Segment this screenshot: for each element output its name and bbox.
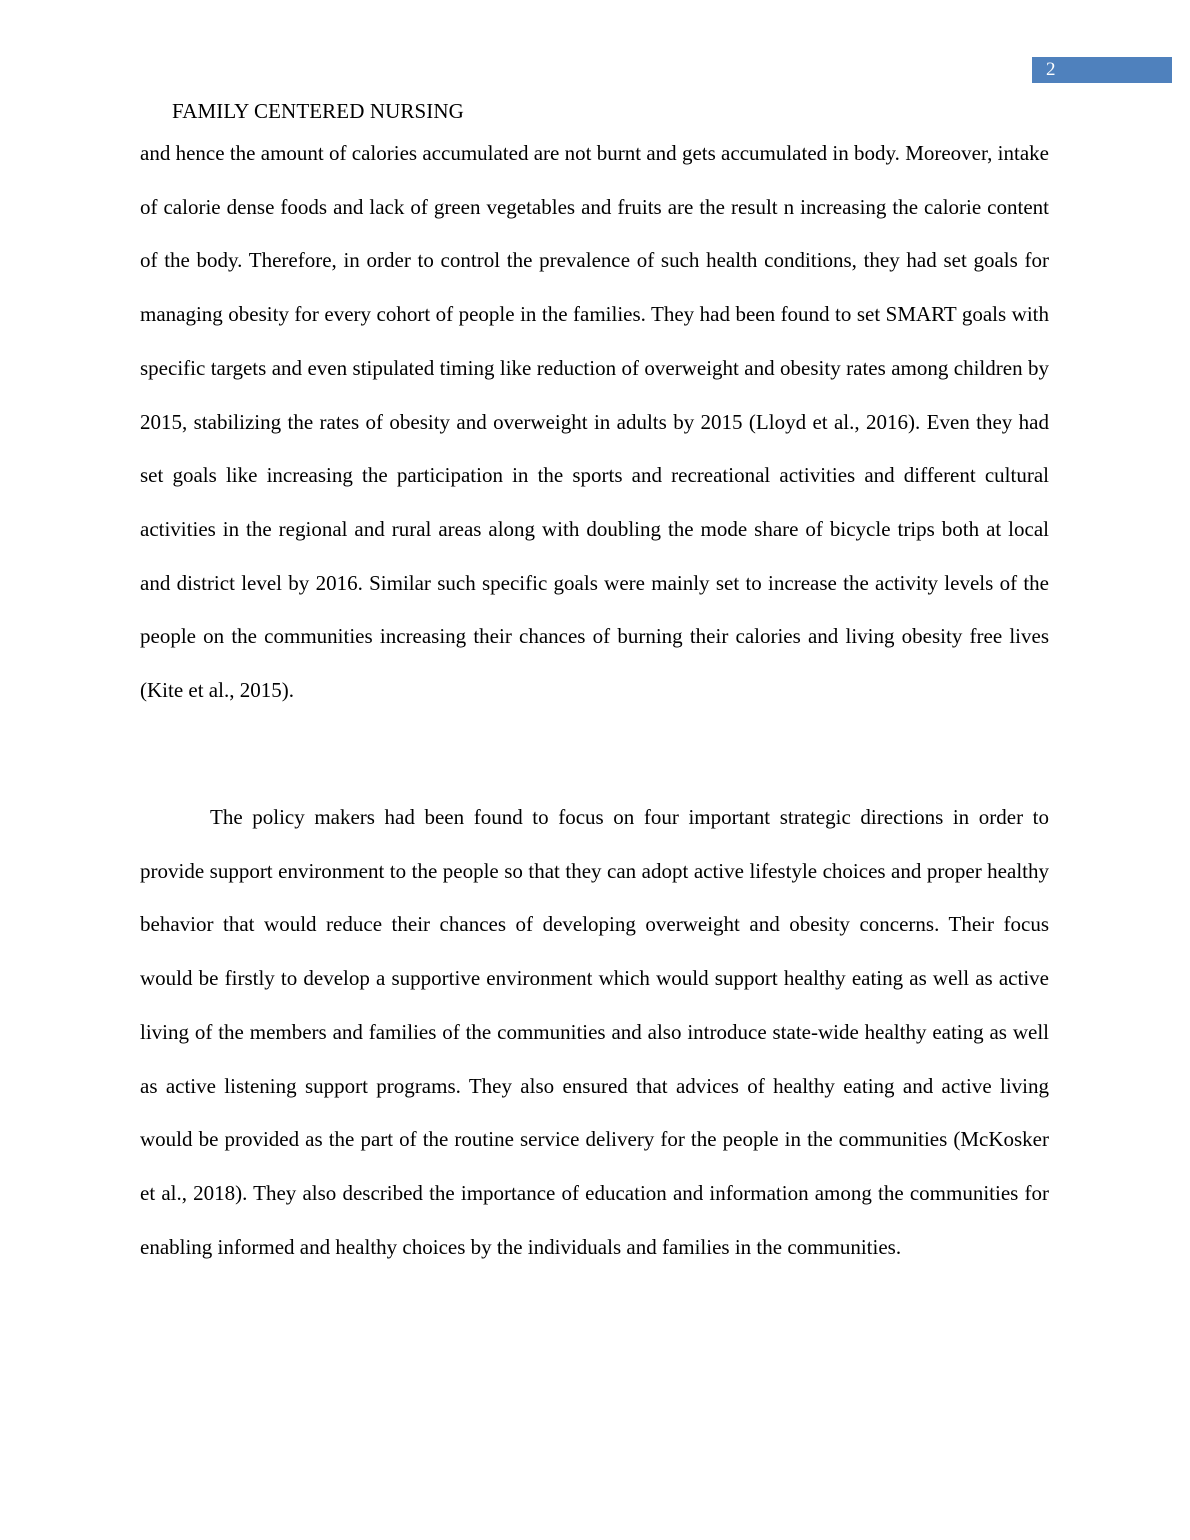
body-paragraph-1: and hence the amount of calories accumulated are not burnt and gets accumulated in body. Moreover, intake of calorie dense foods and lack of green vegetables and fruits are the result n increasing the calorie content of the body. Therefore, in order to control the prevalence of such health conditions, they had set goals for managing obesity for every cohort of people in the families. They had been found to set SMART goals with specific targets and even stipulated timing like reduction of overweight and obesity rates among children by 2015, stabilizing the rates of obesity and overweight in adults by 2015 (Lloyd et al., 2016). Even they had set goals like increasing the participation in the sports and recreational activities and different cultural activities in the regional and rural areas along with doubling the mode share of bicycle trips both at local and district level by 2016. Similar such specific goals were mainly set to increase the activity levels of the people on the communities increasing their chances of burning their calories and living obesity free lives (Kite et al., 2015). [140,141,1049,703]
body-paragraph-2: The policy makers had been found to focus on four important strategic directions in order to provide support environment to the people so that they can adopt active lifestyle choices and proper healthy behavior that would reduce their chances of developing overweight and obesity concerns. Their focus would be firstly to develop a supportive environment which would support healthy eating as well as active living of the members and families of the communities and also introduce state-wide healthy eating as well as active listening support programs. They also ensured that advices of healthy eating and active living would be provided as the part of the routine service delivery for the people in the communities (McKosker et al., 2018). They also described the importance of education and information among the communities for enabling informed and healthy choices by the individuals and families in the communities. [140,805,1049,1259]
page-number: 2 [1032,57,1172,83]
running-head: FAMILY CENTERED NURSING [172,99,464,123]
